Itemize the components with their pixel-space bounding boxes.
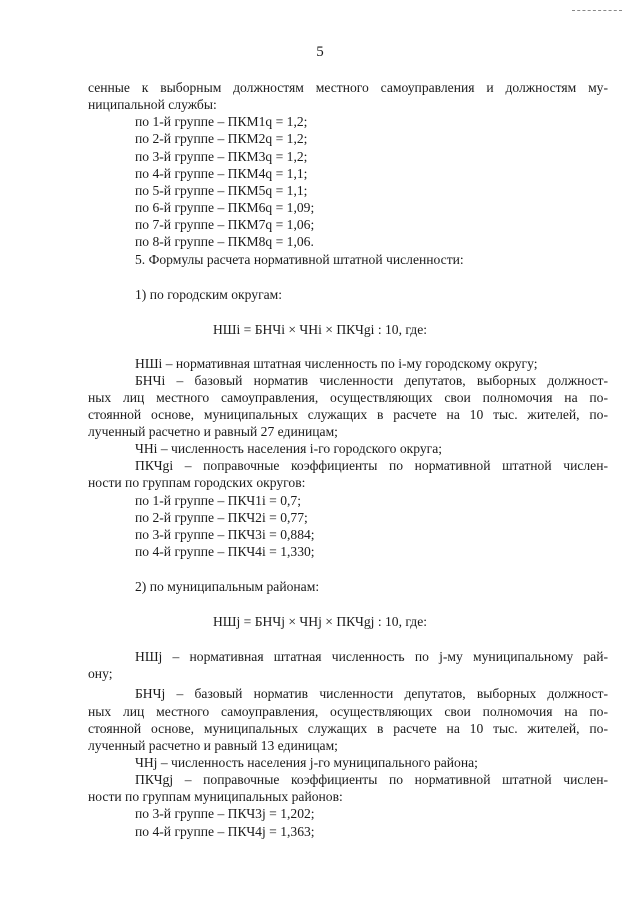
text-line: сенные к выборным должностям местного самоуправления и должностям му- <box>88 80 608 95</box>
formula: НШj = БНЧj × ЧНj × ПКЧgj : 10, где: <box>212 614 428 629</box>
text-line: стоянной основе, муниципальных служащих в расчете на 10 тыс. жителей, по- <box>88 407 608 422</box>
text-line: ности по группам городских округов: <box>88 475 306 490</box>
text-line: ПКЧgi – поправочные коэффициенты по нормативной штатной числен- <box>135 458 608 473</box>
list-item: по 4-й группе – ПКМ4q = 1,1; <box>135 166 308 181</box>
subsection-heading: 2) по муниципальным районам: <box>135 579 320 594</box>
list-item: по 2-й группе – ПКМ2q = 1,2; <box>135 131 308 146</box>
list-item: по 3-й группе – ПКМ3q = 1,2; <box>135 149 308 164</box>
list-item: по 3-й группе – ПКЧ3j = 1,202; <box>135 806 315 821</box>
text-line: ЧНi – численность населения i-го городского округа; <box>135 441 443 456</box>
list-item: по 5-й группе – ПКМ5q = 1,1; <box>135 183 308 198</box>
list-item: по 4-й группе – ПКЧ4j = 1,363; <box>135 824 315 839</box>
subsection-heading: 1) по городским округам: <box>135 287 283 302</box>
text-line: ных лиц местного самоуправления, осуществляющих свои полномочия на по- <box>88 390 608 405</box>
scan-mark <box>572 10 622 11</box>
list-item: по 8-й группе – ПКМ8q = 1,06. <box>135 234 314 249</box>
text-line: ниципальной службы: <box>88 97 217 112</box>
formula: НШi = БНЧi × ЧНi × ПКЧgi : 10, где: <box>212 322 428 337</box>
list-item: по 4-й группе – ПКЧ4i = 1,330; <box>135 544 315 559</box>
text-line: ных лиц местного самоуправления, осуществляющих свои полномочия на по- <box>88 704 608 719</box>
list-item: по 7-й группе – ПКМ7q = 1,06; <box>135 217 315 232</box>
text-line: ПКЧgj – поправочные коэффициенты по нормативной штатной числен- <box>135 772 608 787</box>
text-line: БНЧi – базовый норматив численности депутатов, выборных должност- <box>135 373 608 388</box>
text-line: НШj – нормативная штатная численность по j-му муниципальному рай- <box>135 649 608 664</box>
text-line: стоянной основе, муниципальных служащих в расчете на 10 тыс. жителей, по- <box>88 721 608 736</box>
text-line: ности по группам муниципальных районов: <box>88 789 343 804</box>
text-line: лученный расчетно и равный 27 единицам; <box>88 424 338 439</box>
text-line: НШi – нормативная штатная численность по i-му городскому округу; <box>135 356 538 371</box>
list-item: по 6-й группе – ПКМ6q = 1,09; <box>135 200 315 215</box>
list-item: по 1-й группе – ПКМ1q = 1,2; <box>135 114 308 129</box>
text-line: ону; <box>88 666 113 681</box>
list-item: по 2-й группе – ПКЧ2i = 0,77; <box>135 510 308 525</box>
section-heading: 5. Формулы расчета нормативной штатной численности: <box>135 252 464 267</box>
text-line: ЧНj – численность населения j-го муниципального района; <box>135 755 478 770</box>
list-item: по 3-й группе – ПКЧ3i = 0,884; <box>135 527 315 542</box>
text-line: лученный расчетно и равный 13 единицам; <box>88 738 338 753</box>
list-item: по 1-й группе – ПКЧ1i = 0,7; <box>135 493 301 508</box>
text-line: БНЧj – базовый норматив численности депутатов, выборных должност- <box>135 686 608 701</box>
page-number: 5 <box>316 44 324 60</box>
